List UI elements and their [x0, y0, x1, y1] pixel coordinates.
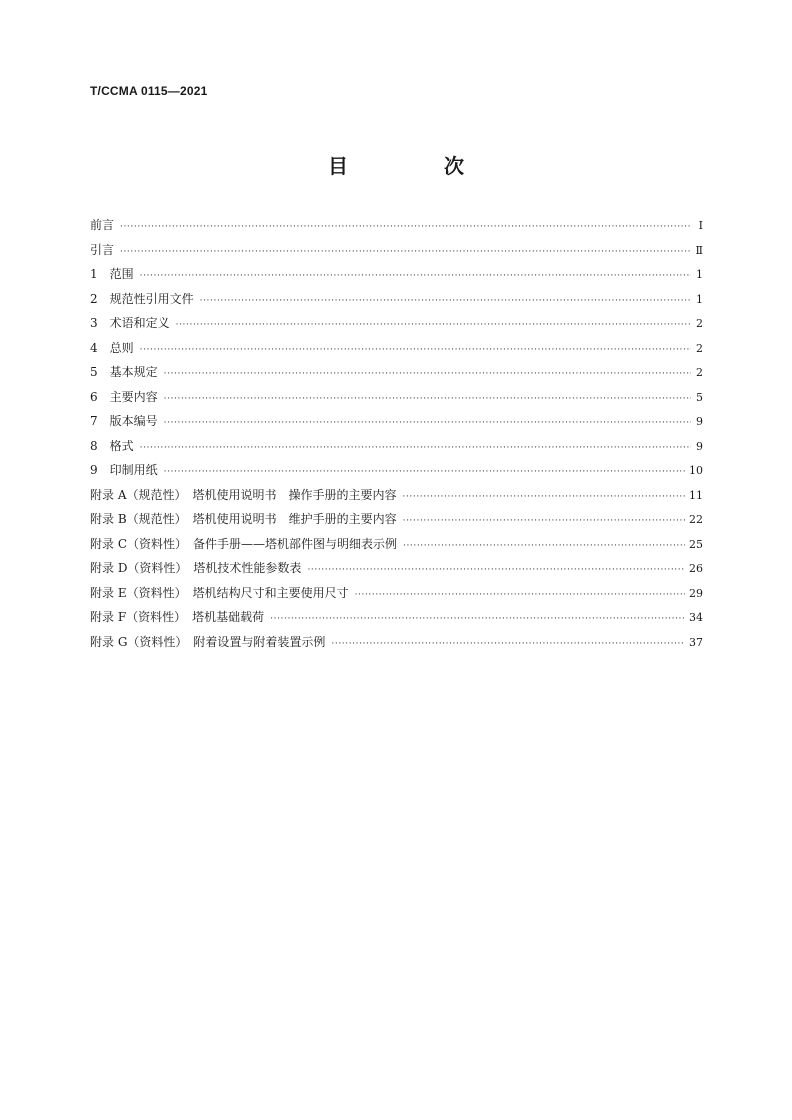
- toc-dot-leader: [140, 436, 691, 461]
- toc-dot-leader: [164, 362, 691, 387]
- toc-entry-label: 6 主要内容: [90, 389, 158, 404]
- toc-entry-label: 1 范围: [90, 267, 134, 281]
- toc-entry[interactable]: [90, 556, 703, 581]
- toc-entry-page: 9: [696, 439, 703, 453]
- toc-entry-label: 附录 F（资料性） 塔机基础载荷: [90, 610, 265, 624]
- toc-entry[interactable]: [90, 581, 703, 606]
- toc-dot-leader: [164, 411, 691, 436]
- toc-dot-leader: [200, 289, 691, 314]
- toc-entry[interactable]: [90, 409, 703, 434]
- toc-entry[interactable]: [90, 532, 703, 557]
- toc-entry[interactable]: [90, 213, 703, 238]
- toc-entry[interactable]: [90, 336, 703, 361]
- toc-entry-page: 25: [689, 537, 703, 551]
- toc-entry-page: 2: [696, 341, 703, 355]
- toc-dot-leader: [176, 313, 691, 338]
- toc-dot-leader: [355, 583, 685, 608]
- document-code: T/CCMA 0115—2021: [90, 84, 208, 98]
- toc-entry[interactable]: [90, 483, 703, 508]
- toc-entry-page: 1: [696, 268, 703, 281]
- toc-entry[interactable]: [90, 507, 703, 532]
- toc-entry-label: 附录 G（资料性） 附着设置与附着装置示例: [90, 634, 326, 649]
- toc-entry[interactable]: [90, 262, 703, 287]
- toc-entry-label: 5 基本规定: [90, 365, 158, 379]
- toc-entry-label: 前言: [90, 218, 115, 232]
- page-title: 目 次: [328, 154, 502, 178]
- toc-entry[interactable]: [90, 360, 703, 385]
- toc-dot-leader: [140, 338, 691, 363]
- toc-entry[interactable]: [90, 385, 703, 410]
- toc-entry-page: 37: [689, 635, 703, 649]
- toc-entry-page: 1: [696, 292, 703, 306]
- toc-dot-leader: [307, 558, 685, 583]
- toc-dot-leader: [270, 607, 685, 632]
- toc-entry[interactable]: [90, 238, 703, 263]
- toc-entry-page: 2: [696, 317, 703, 330]
- toc-dot-leader: [140, 264, 691, 289]
- toc-entry-page: 2: [696, 366, 703, 379]
- toc-entry[interactable]: [90, 458, 703, 483]
- toc-dot-leader: [331, 632, 685, 657]
- toc-entry-label: 附录 C（资料性） 备件手册——塔机部件图与明细表示例: [90, 536, 397, 551]
- toc-entry-label: 附录 B（规范性） 塔机使用说明书 维护手册的主要内容: [90, 512, 397, 526]
- toc-entry-label: 附录 D（资料性） 塔机技术性能参数表: [90, 561, 302, 575]
- toc-dot-leader: [403, 509, 685, 534]
- toc-entry[interactable]: [90, 630, 703, 655]
- toc-dot-leader: [120, 240, 691, 265]
- toc-entry-label: 3 术语和定义: [90, 316, 170, 330]
- toc-entry[interactable]: [90, 605, 703, 630]
- toc-entry-page: 5: [696, 390, 703, 404]
- toc-entry-page: 26: [689, 562, 703, 575]
- table-of-contents: [90, 213, 703, 654]
- toc-entry-label: 9 印制用纸: [90, 463, 158, 477]
- toc-entry-page: 29: [689, 586, 703, 600]
- toc-entry-page: Ⅰ: [698, 219, 703, 232]
- toc-entry-label: 附录 E（资料性） 塔机结构尺寸和主要使用尺寸: [90, 585, 349, 600]
- toc-entry-label: 4 总则: [90, 340, 134, 355]
- toc-entry[interactable]: [90, 287, 703, 312]
- toc-entry-page: Ⅱ: [695, 243, 703, 257]
- toc-dot-leader: [164, 460, 685, 485]
- toc-entry-label: 附录 A（规范性） 塔机使用说明书 操作手册的主要内容: [90, 487, 397, 502]
- toc-dot-leader: [164, 387, 691, 412]
- toc-entry-page: 34: [689, 611, 703, 624]
- toc-dot-leader: [120, 215, 691, 240]
- toc-entry-page: 11: [689, 488, 703, 502]
- toc-entry-label: 引言: [90, 242, 115, 257]
- toc-entry-page: 9: [696, 415, 703, 428]
- toc-entry-page: 22: [689, 513, 703, 526]
- toc-entry[interactable]: [90, 434, 703, 459]
- toc-entry-label: 8 格式: [90, 438, 134, 453]
- toc-dot-leader: [402, 485, 685, 510]
- toc-entry-label: 2 规范性引用文件: [90, 291, 194, 306]
- toc-entry[interactable]: [90, 311, 703, 336]
- toc-entry-page: 10: [689, 464, 703, 477]
- toc-dot-leader: [403, 534, 685, 559]
- toc-entry-label: 7 版本编号: [90, 414, 158, 428]
